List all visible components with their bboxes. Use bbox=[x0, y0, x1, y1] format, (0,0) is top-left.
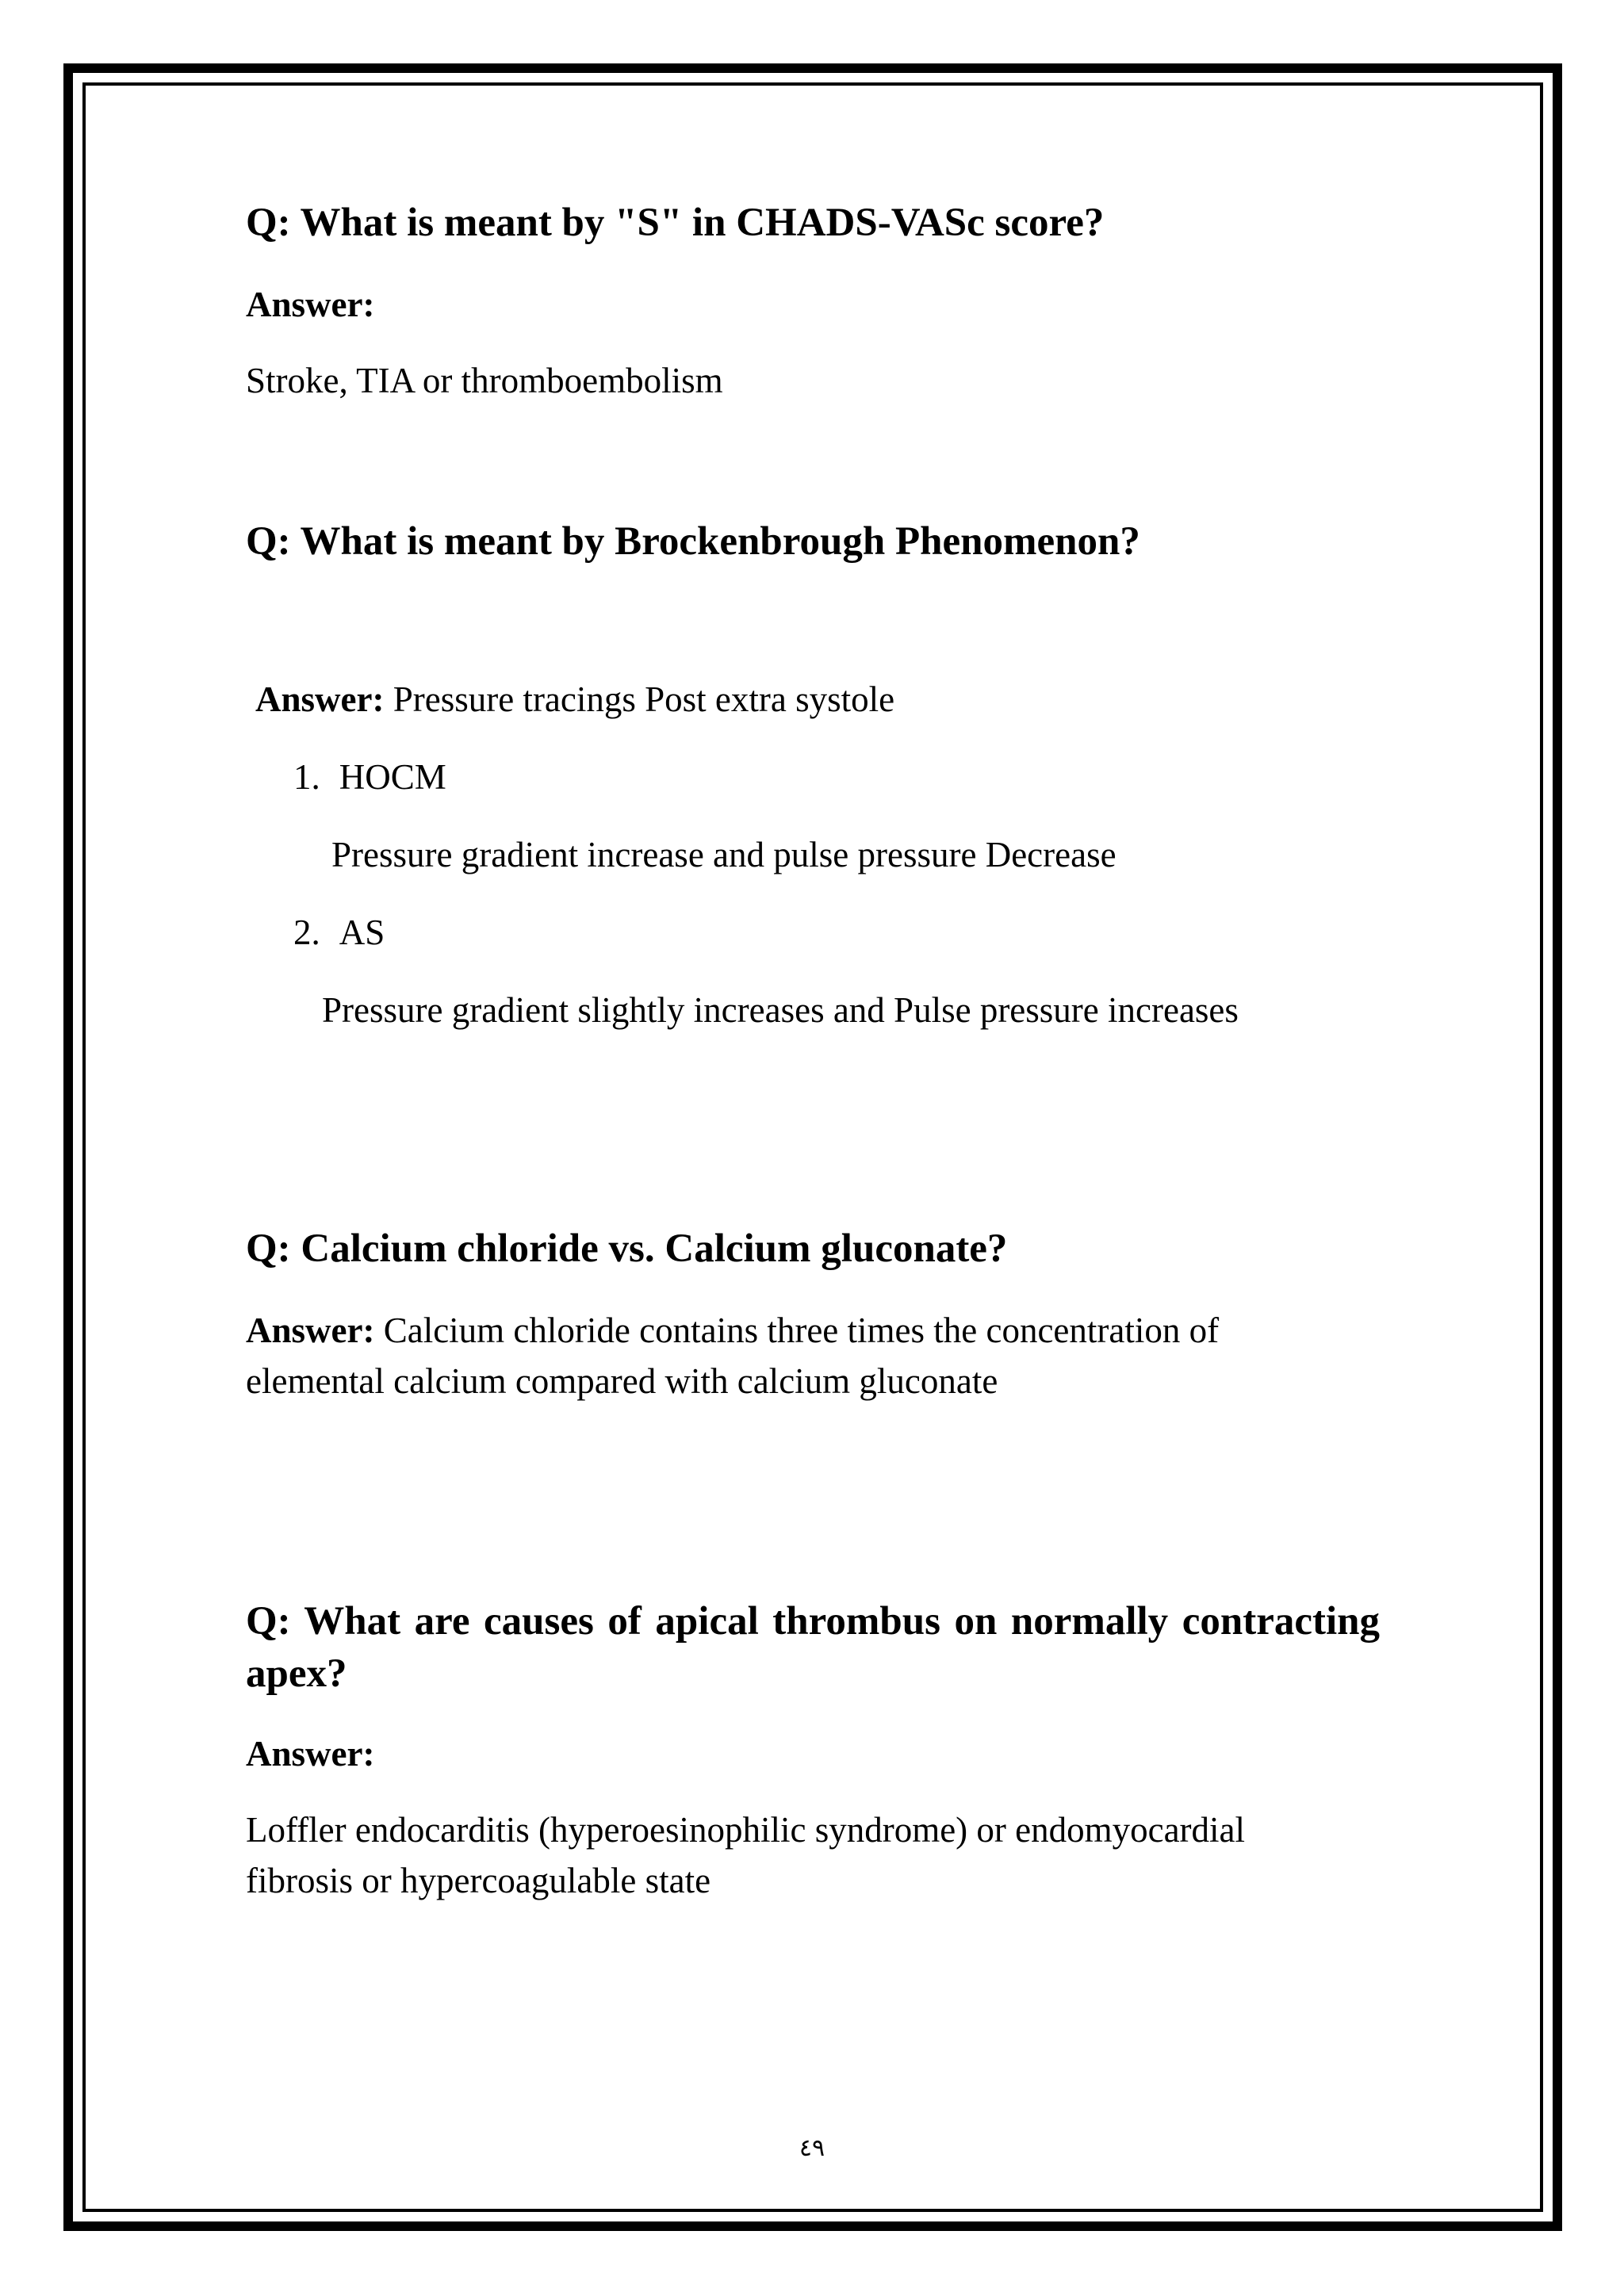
answer-paragraph bbox=[255, 674, 1389, 725]
list-item-number: 1. bbox=[293, 757, 320, 797]
answer-text: Calcium chloride contains three times the concentration of elemental calcium compared with calcium gluconate bbox=[246, 1311, 1220, 1401]
list-item-1-detail: Pressure gradient increase and pulse pressure Decrease bbox=[331, 835, 1116, 874]
question-heading-brockenbrough: Q: What is meant by Brockenbrough Phenomenon? bbox=[246, 519, 1140, 564]
list-item-1 bbox=[293, 752, 1427, 802]
list-item-2 bbox=[293, 907, 1427, 958]
question-heading-chads-vasc: Q: What is meant by "S" in CHADS-VASc score? bbox=[246, 201, 1105, 245]
question-heading-calcium: Q: Calcium chloride vs. Calcium gluconate? bbox=[246, 1226, 1008, 1271]
list-item-label: HOCM bbox=[339, 757, 446, 797]
answer-label-text: Answer: bbox=[246, 1311, 375, 1350]
question-heading-apical-thrombus: Q: What are causes of apical thrombus on normally contracting apex? bbox=[246, 1599, 1380, 1696]
answer-label bbox=[246, 1728, 1380, 1779]
answer-label-text: Answer: bbox=[246, 285, 375, 324]
answer-label-text: Answer: bbox=[255, 679, 385, 719]
answer-paragraph bbox=[246, 1305, 1308, 1406]
answer-label-text: Answer: bbox=[246, 1734, 375, 1774]
answer-text: Pressure tracings Post extra systole bbox=[384, 679, 895, 719]
page-number: ٤٩ bbox=[799, 2134, 825, 2162]
list-item-2-detail: Pressure gradient slightly increases and Pulse pressure increases bbox=[322, 990, 1239, 1030]
list-item-label: AS bbox=[339, 913, 385, 952]
answer-text: Stroke, TIA or thromboembolism bbox=[246, 361, 723, 400]
answer-label bbox=[246, 279, 1380, 330]
answer-text: Loffler endocarditis (hyperoesinophilic syndrome) or endomyocardial fibrosis or hypercoagulable state bbox=[246, 1810, 1246, 1900]
list-item-number: 2. bbox=[293, 913, 320, 952]
